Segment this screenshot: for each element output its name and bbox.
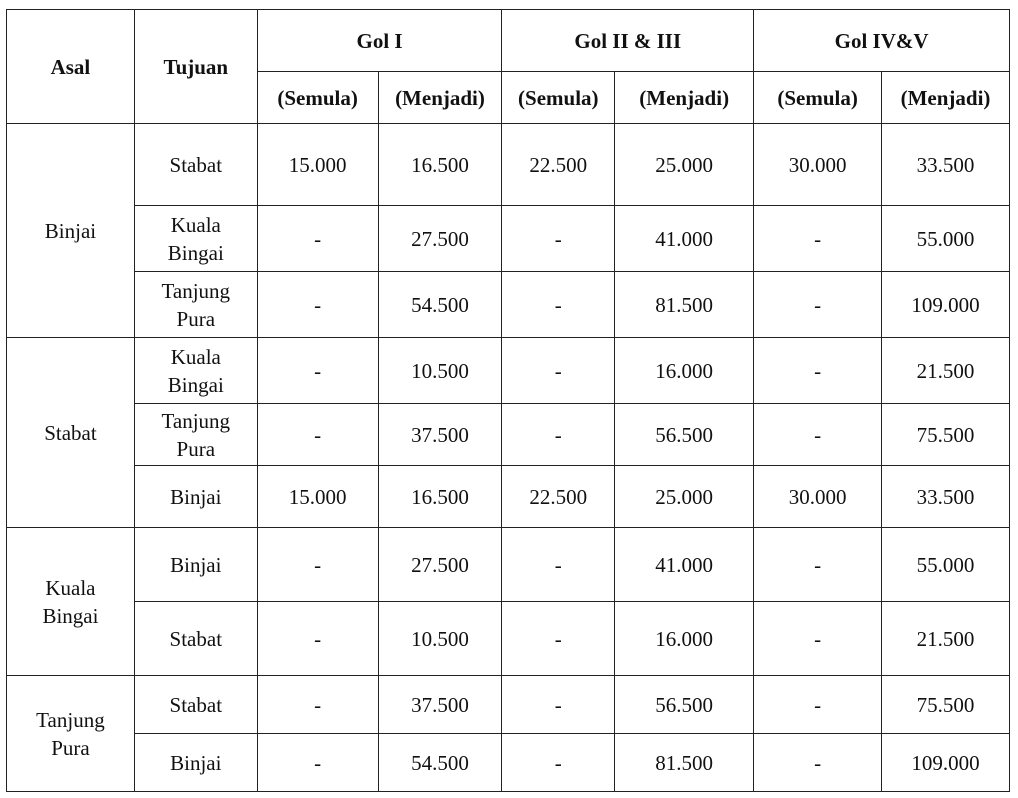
header-asal: Asal	[7, 10, 135, 124]
cell-gol23-semula: -	[502, 676, 615, 734]
cell-gol1-semula: -	[257, 734, 378, 792]
cell-gol23-semula: -	[502, 602, 615, 676]
table-row	[7, 734, 1010, 792]
cell-gol1-menjadi: 10.500	[378, 338, 502, 404]
cell-gol1-semula: -	[257, 676, 378, 734]
cell-asal: Stabat	[7, 338, 135, 528]
fare-table	[6, 9, 1010, 792]
cell-gol1-menjadi: 27.500	[378, 206, 502, 272]
cell-gol1-semula: -	[257, 404, 378, 466]
cell-gol45-semula: -	[754, 272, 882, 338]
cell-tujuan: Binjai	[134, 528, 257, 602]
cell-gol1-semula: -	[257, 272, 378, 338]
cell-gol45-semula: -	[754, 734, 882, 792]
cell-gol45-semula: -	[754, 404, 882, 466]
table-row	[7, 206, 1010, 272]
table-header	[7, 10, 1010, 124]
header-gol-1: Gol I	[257, 10, 502, 72]
cell-gol23-semula: -	[502, 206, 615, 272]
cell-gol45-menjadi: 55.000	[882, 528, 1010, 602]
cell-gol23-semula: 22.500	[502, 466, 615, 528]
cell-gol23-menjadi: 56.500	[615, 404, 754, 466]
cell-gol23-menjadi: 25.000	[615, 124, 754, 206]
header-menjadi: (Menjadi)	[882, 72, 1010, 124]
cell-gol45-menjadi: 75.500	[882, 404, 1010, 466]
cell-gol45-semula: -	[754, 602, 882, 676]
cell-gol1-semula: 15.000	[257, 124, 378, 206]
cell-tujuan: Stabat	[134, 676, 257, 734]
cell-gol45-menjadi: 21.500	[882, 602, 1010, 676]
cell-gol1-menjadi: 10.500	[378, 602, 502, 676]
cell-gol45-semula: -	[754, 676, 882, 734]
cell-tujuan: Tanjung Pura	[134, 404, 257, 466]
cell-gol45-menjadi: 55.000	[882, 206, 1010, 272]
cell-gol45-menjadi: 33.500	[882, 466, 1010, 528]
cell-gol23-menjadi: 56.500	[615, 676, 754, 734]
cell-gol45-menjadi: 109.000	[882, 272, 1010, 338]
cell-tujuan: Kuala Bingai	[134, 206, 257, 272]
cell-gol1-semula: 15.000	[257, 466, 378, 528]
table-row	[7, 404, 1010, 466]
cell-gol45-semula: -	[754, 528, 882, 602]
cell-gol45-menjadi: 33.500	[882, 124, 1010, 206]
cell-gol23-menjadi: 25.000	[615, 466, 754, 528]
header-semula: (Semula)	[502, 72, 615, 124]
table-row	[7, 272, 1010, 338]
cell-gol23-menjadi: 16.000	[615, 338, 754, 404]
cell-asal: Tanjung Pura	[7, 676, 135, 792]
cell-tujuan: Kuala Bingai	[134, 338, 257, 404]
cell-gol1-semula: -	[257, 338, 378, 404]
cell-gol1-semula: -	[257, 206, 378, 272]
cell-gol23-semula: -	[502, 272, 615, 338]
cell-asal: Binjai	[7, 124, 135, 338]
cell-gol23-menjadi: 41.000	[615, 206, 754, 272]
cell-gol45-semula: -	[754, 206, 882, 272]
table-row	[7, 466, 1010, 528]
cell-gol45-menjadi: 75.500	[882, 676, 1010, 734]
header-tujuan: Tujuan	[134, 10, 257, 124]
cell-gol1-menjadi: 54.500	[378, 272, 502, 338]
header-semula: (Semula)	[754, 72, 882, 124]
cell-gol23-semula: -	[502, 404, 615, 466]
cell-tujuan: Binjai	[134, 466, 257, 528]
cell-gol23-semula: -	[502, 734, 615, 792]
cell-gol45-menjadi: 109.000	[882, 734, 1010, 792]
cell-gol23-semula: -	[502, 338, 615, 404]
cell-tujuan: Tanjung Pura	[134, 272, 257, 338]
cell-gol23-semula: 22.500	[502, 124, 615, 206]
table-row	[7, 676, 1010, 734]
cell-gol1-menjadi: 16.500	[378, 124, 502, 206]
cell-gol1-menjadi: 37.500	[378, 676, 502, 734]
cell-gol23-menjadi: 81.500	[615, 272, 754, 338]
header-menjadi: (Menjadi)	[615, 72, 754, 124]
cell-tujuan: Stabat	[134, 602, 257, 676]
cell-gol23-menjadi: 81.500	[615, 734, 754, 792]
table-row	[7, 602, 1010, 676]
cell-tujuan: Stabat	[134, 124, 257, 206]
cell-gol45-semula: 30.000	[754, 124, 882, 206]
cell-gol1-menjadi: 37.500	[378, 404, 502, 466]
cell-gol23-menjadi: 16.000	[615, 602, 754, 676]
cell-gol1-menjadi: 16.500	[378, 466, 502, 528]
header-row-1	[7, 10, 1010, 72]
cell-gol1-menjadi: 54.500	[378, 734, 502, 792]
cell-gol1-semula: -	[257, 528, 378, 602]
cell-tujuan: Binjai	[134, 734, 257, 792]
cell-gol23-menjadi: 41.000	[615, 528, 754, 602]
header-menjadi: (Menjadi)	[378, 72, 502, 124]
cell-gol1-menjadi: 27.500	[378, 528, 502, 602]
header-gol-2-3: Gol II & III	[502, 10, 754, 72]
header-semula: (Semula)	[257, 72, 378, 124]
cell-gol45-semula: -	[754, 338, 882, 404]
table-row	[7, 338, 1010, 404]
cell-gol1-semula: -	[257, 602, 378, 676]
cell-gol45-menjadi: 21.500	[882, 338, 1010, 404]
table-row	[7, 124, 1010, 206]
header-gol-4-5: Gol IV&V	[754, 10, 1010, 72]
table-body	[7, 124, 1010, 792]
cell-gol45-semula: 30.000	[754, 466, 882, 528]
cell-asal: Kuala Bingai	[7, 528, 135, 676]
table-row	[7, 528, 1010, 602]
cell-gol23-semula: -	[502, 528, 615, 602]
